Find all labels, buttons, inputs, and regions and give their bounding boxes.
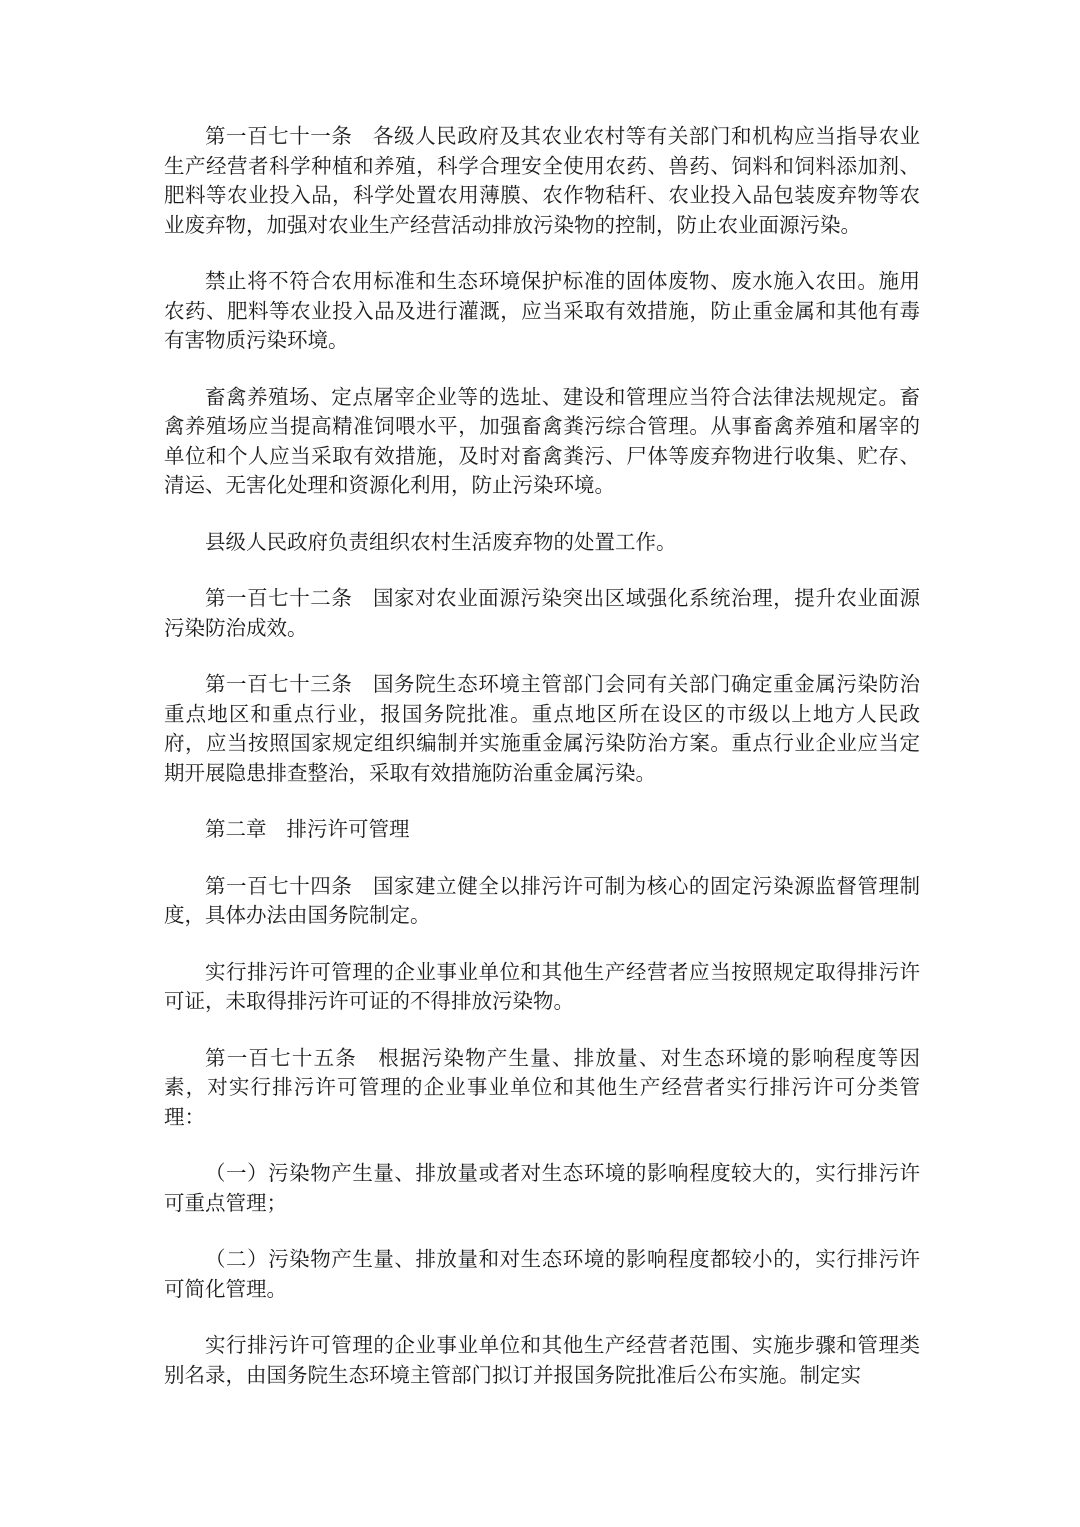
article-text: 国家对农业面源污染突出区域强化系统治理，提升农业面源污染防治成效。 [164,586,921,640]
chapter-heading [164,815,920,845]
chapter-number: 第二章 [205,817,267,841]
paragraph-text: 畜禽养殖场、定点屠宰企业等的选址、建设和管理应当符合法律法规规定。畜禽养殖场应当提高精准饲喂水平，加强畜禽粪污综合管理。从事畜禽养殖和屠宰的单位和个人应当采取有效措施，及时对畜禽粪污、尸体等废弃物进行收集、贮存、清运、无害化处理和资源化利用，防止污染环境。 [164,384,920,497]
document-page [164,122,920,1417]
paragraph [164,1331,920,1390]
paragraph-text: 实行排污许可管理的企业事业单位和其他生产经营者应当按照规定取得排污许可证，未取得排污许可证的不得排放污染物。 [164,959,920,1013]
article-number: 第一百七十五条 [205,1045,358,1070]
article-number: 第一百七十三条 [205,672,353,696]
article-171-paragraph [164,122,920,240]
paragraph [164,958,920,1017]
article-number: 第一百七十一条 [205,124,353,148]
paragraph [164,267,920,356]
list-item-2 [164,1245,920,1304]
list-item-text: （二）污染物产生量、排放量和对生态环境的影响程度都较小的，实行排污许可简化管理。 [164,1247,920,1301]
chapter-title: 排污许可管理 [286,817,410,841]
article-text: 国家建立健全以排污许可制为核心的固定污染源监督管理制度，具体办法由国务院制定。 [164,873,921,927]
paragraph-text: 实行排污许可管理的企业事业单位和其他生产经营者范围、实施步骤和管理类别名录，由国务院生态环境主管部门拟订并报国务院批准后公布实施。制定实 [164,1333,920,1387]
article-172-paragraph [164,584,920,643]
article-173-paragraph [164,670,920,788]
list-item-1 [164,1159,920,1218]
list-item-text: （一）污染物产生量、排放量或者对生态环境的影响程度较大的，实行排污许可重点管理； [164,1161,920,1215]
paragraph-text: 县级人民政府负责组织农村生活废弃物的处置工作。 [205,529,677,554]
article-number: 第一百七十四条 [205,873,353,898]
article-text: 国务院生态环境主管部门会同有关部门确定重金属污染防治重点地区和重点行业，报国务院批准。重点地区所在设区的市级以上地方人民政府，应当按照国家规定组织编制并实施重金属污染防治方案。重点行业企业应当定期开展隐患排查整治，采取有效措施防治重金属污染。 [164,672,921,785]
paragraph-text: 禁止将不符合农用标准和生态环境保护标准的固体废物、废水施入农田。施用农药、肥料等农业投入品及进行灌溉，应当采取有效措施，防止重金属和其他有毒有害物质污染环境。 [164,269,920,352]
paragraph [164,528,920,558]
article-number: 第一百七十二条 [205,586,353,610]
paragraph [164,383,920,501]
article-175-paragraph [164,1044,920,1133]
article-text: 各级人民政府及其农业农村等有关部门和机构应当指导农业生产经营者科学种植和养殖，科学合理安全使用农药、兽药、饲料和饲料添加剂、肥料等农业投入品，科学处置农用薄膜、农作物秸秆、农业投入品包装废弃物等农业废弃物，加强对农业生产经营活动排放污染物的控制，防止农业面源污染。 [164,124,921,237]
article-174-paragraph [164,872,920,931]
article-text: 根据污染物产生量、排放量、对生态环境的影响程度等因素，对实行排污许可管理的企业事业单位和其他生产经营者实行排污许可分类管理： [164,1045,920,1129]
